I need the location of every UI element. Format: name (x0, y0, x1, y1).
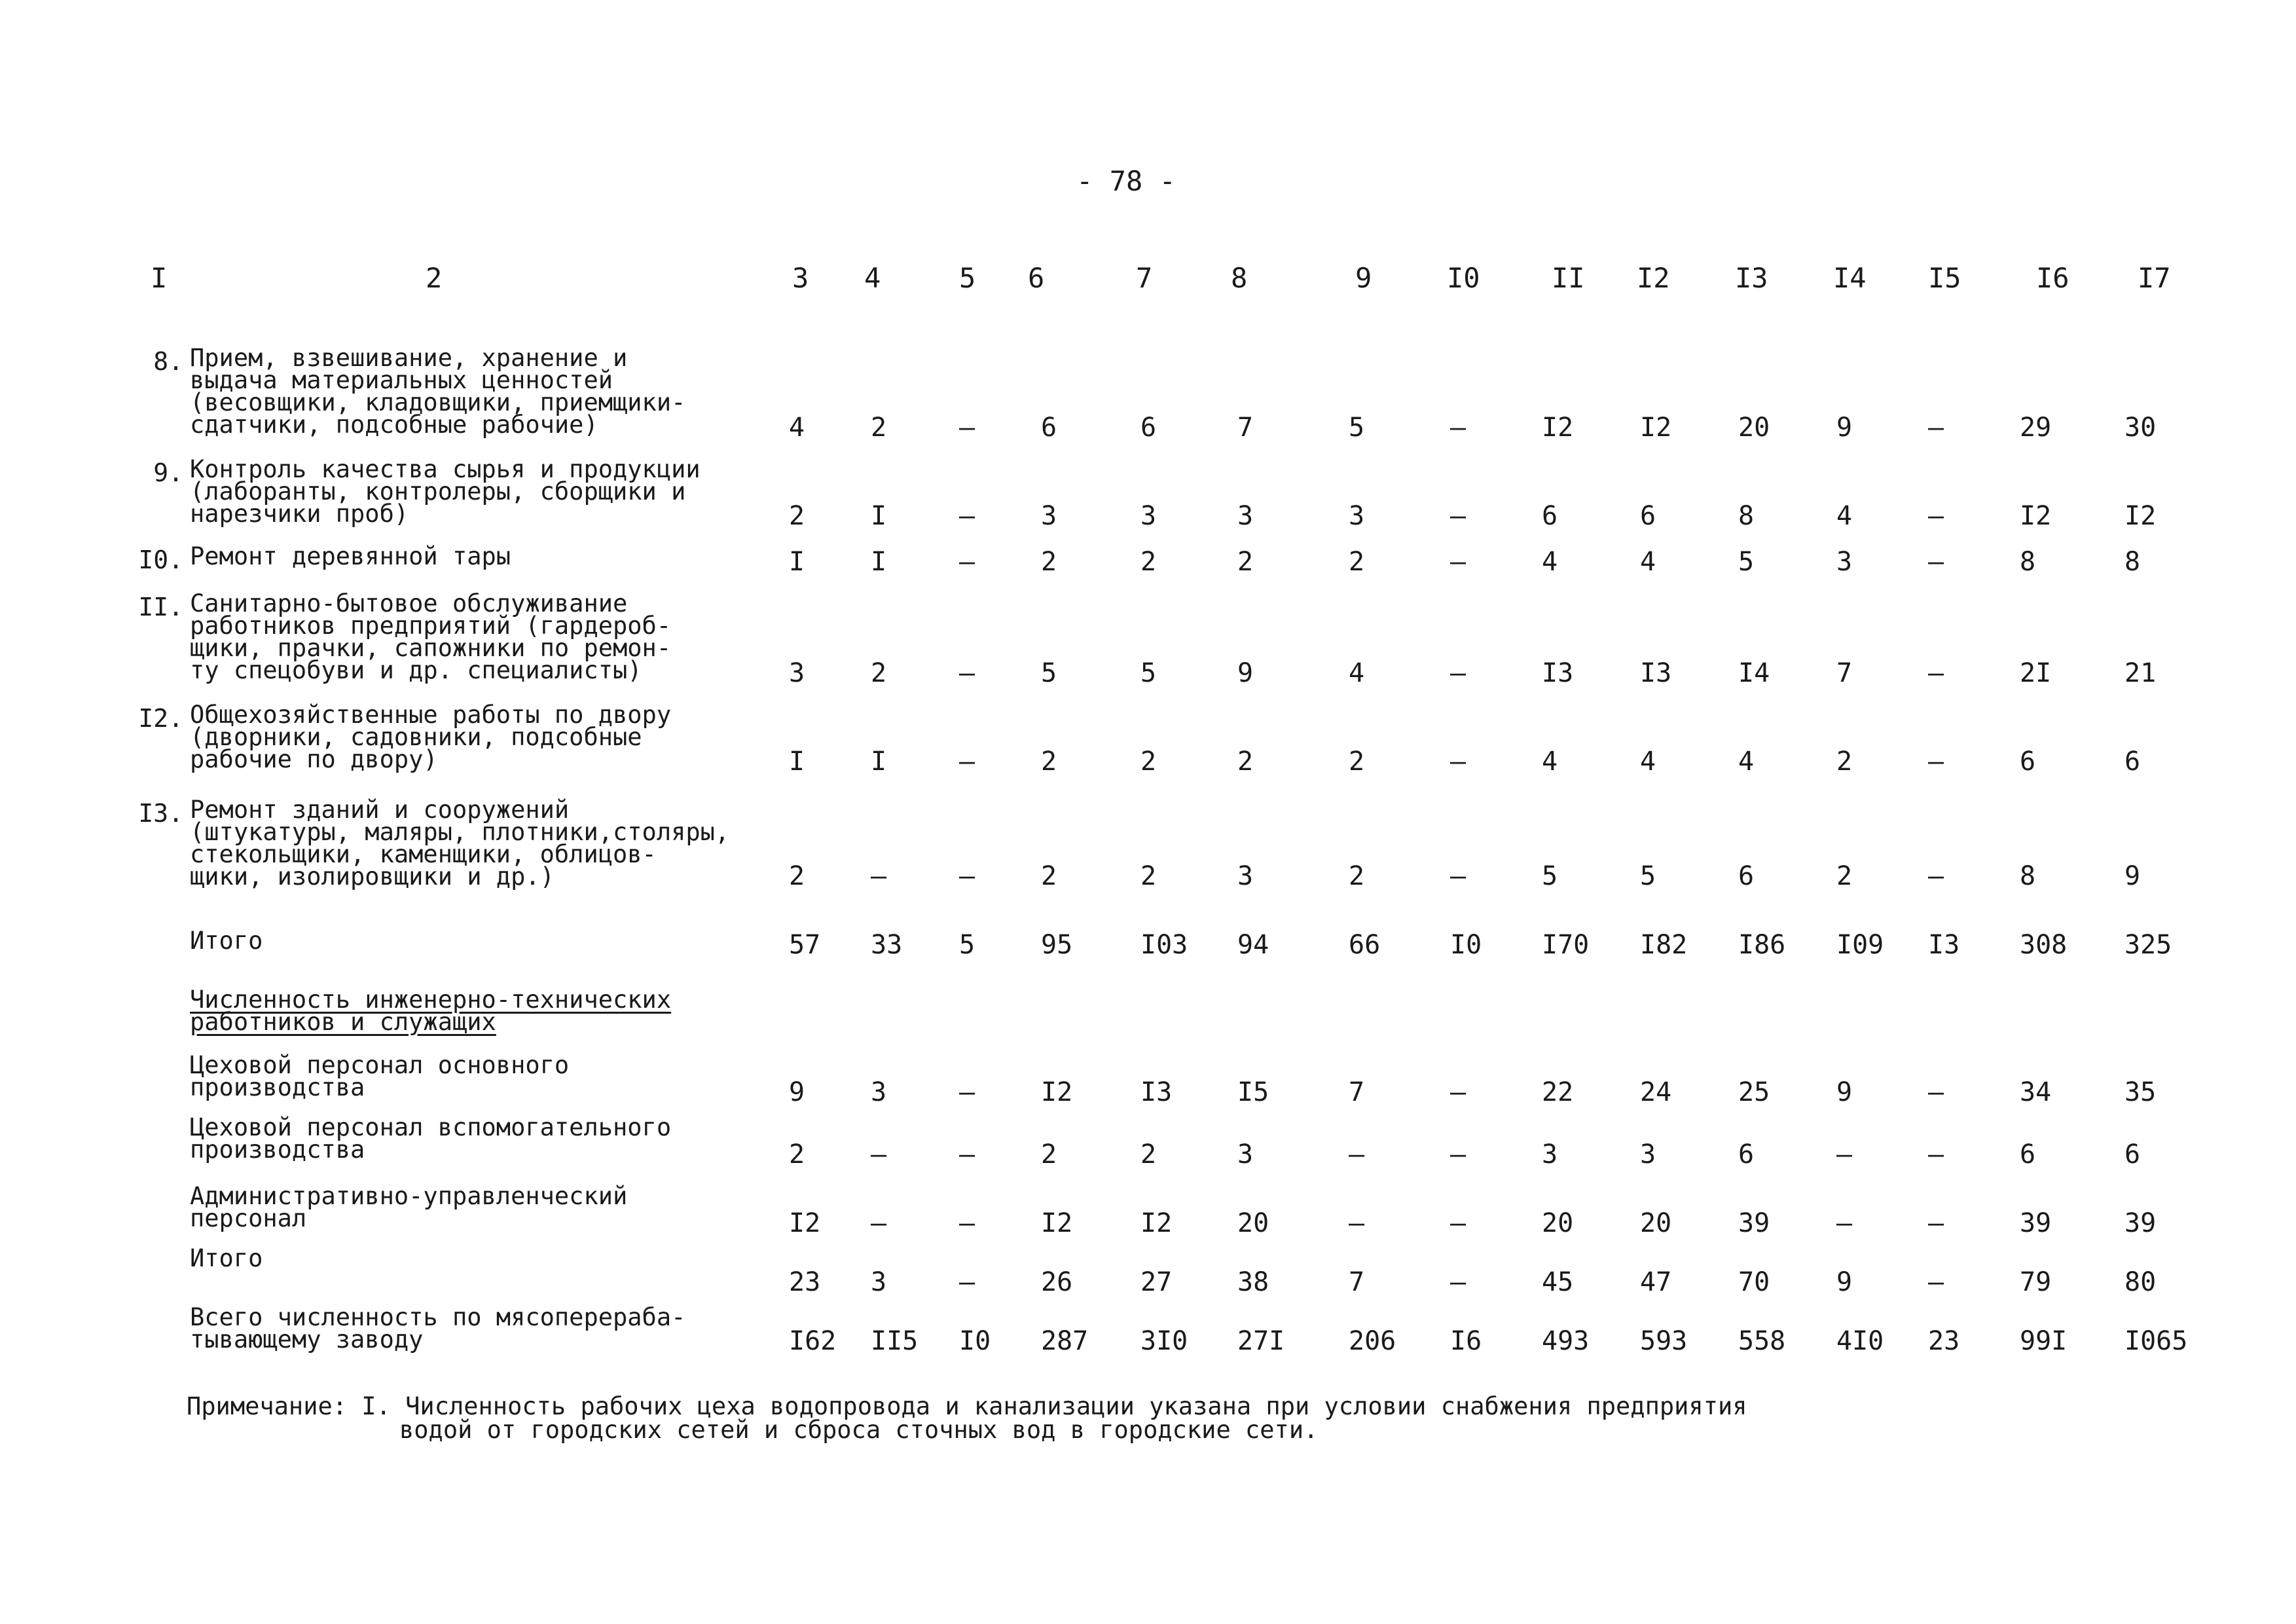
row-value: 2 (1349, 547, 1365, 577)
row-label: Ремонт деревянной тары (190, 542, 511, 570)
row-value: – (1450, 1267, 1467, 1297)
row-value: 2 (1140, 1139, 1157, 1170)
row-value: I2 (1640, 413, 1672, 443)
row-value: – (1928, 547, 1944, 577)
row-value: I2 (789, 1208, 821, 1238)
row-value: 20 (1237, 1208, 1269, 1238)
row-value: – (871, 861, 887, 891)
row-value: I2 (1542, 413, 1574, 443)
row-value: 2 (1237, 547, 1254, 577)
row-number: I0. (138, 545, 183, 574)
row-value: 45 (1542, 1267, 1574, 1297)
row-value: – (1450, 501, 1467, 531)
row-value: 5 (1041, 658, 1057, 688)
row-value: 3 (1140, 501, 1157, 531)
row-value: 6 (1738, 861, 1755, 891)
row-value: I0 (1450, 930, 1482, 960)
row-value: I62 (789, 1326, 837, 1356)
row-value: I (789, 747, 805, 777)
row-value: 9 (2124, 861, 2141, 891)
row-value: – (1928, 501, 1944, 531)
row-value: 6 (1542, 501, 1558, 531)
row-value: 4 (1542, 747, 1558, 777)
row-value: 2 (789, 501, 805, 531)
column-header: 5 (959, 262, 976, 294)
row-value: 593 (1640, 1326, 1688, 1356)
row-value: – (959, 547, 975, 577)
row-value: I2 (1140, 1208, 1173, 1238)
column-header: 2 (426, 262, 443, 294)
row-value: I09 (1836, 930, 1884, 960)
row-value: I3 (1140, 1077, 1173, 1107)
row-value: 34 (2020, 1077, 2052, 1107)
row-value: – (1450, 861, 1467, 891)
row-label: Итого (190, 1244, 263, 1272)
row-value: – (1836, 1208, 1853, 1238)
table-header (0, 262, 2296, 301)
row-value: 20 (1738, 413, 1770, 443)
row-value: – (1450, 1139, 1467, 1170)
row-value: 9 (789, 1077, 805, 1107)
row-value: 9 (1836, 1267, 1853, 1297)
row-value: – (1928, 861, 1944, 891)
row-value: – (959, 1139, 975, 1170)
row-value: 2 (1041, 547, 1057, 577)
row-value: 7 (1836, 658, 1853, 688)
row-value: – (1450, 658, 1467, 688)
row-value: 5 (1738, 547, 1755, 577)
row-value: 2 (1836, 747, 1853, 777)
row-value: 6 (2124, 1139, 2141, 1170)
row-value: 80 (2124, 1267, 2157, 1297)
row-value: 2 (1041, 861, 1057, 891)
row-value: – (959, 413, 975, 443)
row-value: 3 (1640, 1139, 1656, 1170)
row-value: I (871, 501, 887, 531)
row-value: 27I (1237, 1326, 1285, 1356)
row-value: – (1836, 1139, 1853, 1170)
column-header: I7 (2138, 262, 2171, 294)
row-value: 6 (1738, 1139, 1755, 1170)
row-value: 4 (1836, 501, 1853, 531)
row-value: 3 (871, 1267, 887, 1297)
row-value: 6 (2124, 747, 2141, 777)
row-number: 8. (153, 347, 183, 376)
row-value: I3 (1542, 658, 1574, 688)
column-header: I0 (1447, 262, 1480, 294)
row-value: 2 (1140, 861, 1157, 891)
row-label: Общехозяйственные работы по двору (дворники, садовники, подсобные рабочие по двору) (190, 701, 672, 773)
row-number: I3. (138, 799, 183, 828)
row-value: 558 (1738, 1326, 1786, 1356)
row-value: 47 (1640, 1267, 1672, 1297)
row-value: 6 (1640, 501, 1656, 531)
row-value: – (1450, 747, 1467, 777)
row-value: 21 (2124, 658, 2157, 688)
row-value: 9 (1237, 658, 1254, 688)
row-value: 70 (1738, 1267, 1770, 1297)
row-value: – (959, 861, 975, 891)
column-header: II (1552, 262, 1585, 294)
column-header: 9 (1355, 262, 1372, 294)
row-value: I (871, 747, 887, 777)
row-value: I0 (959, 1326, 991, 1356)
row-value: 2 (871, 413, 887, 443)
row-value: 3 (1237, 1139, 1254, 1170)
row-value: 5 (1140, 658, 1157, 688)
row-value: – (959, 747, 975, 777)
row-value: 38 (1237, 1267, 1269, 1297)
row-value: 2 (1041, 1139, 1057, 1170)
column-header: I2 (1637, 262, 1670, 294)
page-number: - 78 - (1076, 165, 1176, 197)
row-value: 7 (1237, 413, 1254, 443)
row-value: 99I (2020, 1326, 2068, 1356)
row-label: Санитарно-бытовое обслуживание работников предприятий (гардероб- щики, прачки, сапожники по ремон- ту спецобуви и др. специалисты) (190, 589, 672, 684)
footnote (187, 1392, 1758, 1444)
row-value: 9 (1836, 1077, 1853, 1107)
row-value: I03 (1140, 930, 1188, 960)
row-value: – (1450, 547, 1467, 577)
row-value: 30 (2124, 413, 2157, 443)
row-value: 3 (1237, 501, 1254, 531)
row-value: 8 (1738, 501, 1755, 531)
row-value: I4 (1738, 658, 1770, 688)
row-value: 3 (789, 658, 805, 688)
row-value: – (1928, 1208, 1944, 1238)
row-value: 95 (1041, 930, 1073, 960)
column-header: I6 (2036, 262, 2069, 294)
row-value: I5 (1237, 1077, 1269, 1107)
row-value: II5 (871, 1326, 919, 1356)
row-value: – (1349, 1139, 1365, 1170)
row-value: – (1928, 413, 1944, 443)
row-value: 39 (2124, 1208, 2157, 1238)
row-value: 25 (1738, 1077, 1770, 1107)
row-label: Цеховой персонал основного производства (190, 1051, 570, 1101)
row-value: 5 (959, 930, 975, 960)
row-value: I82 (1640, 930, 1688, 960)
row-value: 5 (1640, 861, 1656, 891)
row-value: 4 (1738, 747, 1755, 777)
row-value: 7 (1349, 1267, 1365, 1297)
row-value: I86 (1738, 930, 1786, 960)
row-value: 4 (789, 413, 805, 443)
column-header: I3 (1735, 262, 1768, 294)
row-value: – (1928, 1077, 1944, 1107)
column-header: I4 (1833, 262, 1867, 294)
row-value: I6 (1450, 1326, 1482, 1356)
row-label: Итого (190, 927, 263, 955)
row-value: 27 (1140, 1267, 1173, 1297)
row-label: Прием, взвешивание, хранение и выдача материальных ценностей (весовщики, кладовщики, приемщики- сдатчики, подсобные рабочие) (190, 344, 686, 439)
row-value: 5 (1542, 861, 1558, 891)
row-value: – (1450, 1077, 1467, 1107)
row-label: Всего численность по мясоперераба- тывающему заводу (190, 1303, 686, 1354)
row-label: Ремонт зданий и сооружений (штукатуры, маляры, плотники,столяры, стекольщики, каменщики, облицов- щики, изолировщики и др.) (190, 796, 730, 891)
row-value: 3 (871, 1077, 887, 1107)
row-value: I2 (1041, 1077, 1073, 1107)
row-value: 2 (1349, 861, 1365, 891)
row-value: 6 (2020, 747, 2036, 777)
row-label: Численность инженерно-технических работников и служащих (190, 986, 672, 1036)
row-value: – (871, 1139, 887, 1170)
row-value: 8 (2020, 547, 2036, 577)
row-value: – (959, 1267, 975, 1297)
row-value: – (959, 1077, 975, 1107)
row-value: 3 (1041, 501, 1057, 531)
row-value: 4 (1640, 547, 1656, 577)
row-value: 2 (871, 658, 887, 688)
column-header: 8 (1231, 262, 1248, 294)
row-value: – (959, 1208, 975, 1238)
column-header: 4 (864, 262, 881, 294)
row-value: 4 (1542, 547, 1558, 577)
footnote-line-2: водой от городских сетей и сброса сточных вод в городские сети. (399, 1416, 1319, 1444)
row-value: 20 (1542, 1208, 1574, 1238)
row-value: 3I0 (1140, 1326, 1188, 1356)
row-value: I3 (1640, 658, 1672, 688)
row-value: 493 (1542, 1326, 1590, 1356)
row-value: I (789, 547, 805, 577)
row-value: 206 (1349, 1326, 1396, 1356)
row-value: – (871, 1208, 887, 1238)
row-value: 2 (1140, 547, 1157, 577)
row-value: 4 (1349, 658, 1365, 688)
column-header: 3 (792, 262, 809, 294)
row-value: – (959, 501, 975, 531)
row-value: – (1928, 1267, 1944, 1297)
row-value: 24 (1640, 1077, 1672, 1107)
row-value: 2I (2020, 658, 2052, 688)
row-value: 20 (1640, 1208, 1672, 1238)
row-value: I (871, 547, 887, 577)
row-value: – (1928, 747, 1944, 777)
row-value: – (1450, 1208, 1467, 1238)
row-label: Административно-управленческий персонал (190, 1182, 628, 1232)
row-value: 66 (1349, 930, 1381, 960)
row-value: – (1928, 658, 1944, 688)
row-value: 57 (789, 930, 821, 960)
row-value: 2 (1041, 747, 1057, 777)
row-value: – (1450, 413, 1467, 443)
row-value: I2 (2020, 501, 2052, 531)
row-value: 94 (1237, 930, 1269, 960)
row-value: 2 (1836, 861, 1853, 891)
row-value: 5 (1349, 413, 1365, 443)
column-header: 6 (1028, 262, 1045, 294)
row-value: 4I0 (1836, 1326, 1884, 1356)
column-header: 7 (1136, 262, 1153, 294)
row-value: I3 (1928, 930, 1960, 960)
row-value: 3 (1349, 501, 1365, 531)
footnote-line-1: Примечание: I. Численность рабочих цеха водопровода и канализации указана при условии снабжения предприятия (187, 1392, 1747, 1420)
row-number: I2. (138, 704, 183, 733)
row-value: 8 (2124, 547, 2141, 577)
row-value: 39 (2020, 1208, 2052, 1238)
row-value: 79 (2020, 1267, 2052, 1297)
row-value: 3 (1237, 861, 1254, 891)
column-header: I (151, 262, 168, 294)
row-number: II. (138, 593, 183, 621)
row-value: 9 (1836, 413, 1853, 443)
row-value: I065 (2124, 1326, 2188, 1356)
row-value: 39 (1738, 1208, 1770, 1238)
row-value: 2 (789, 861, 805, 891)
row-value: 3 (1836, 547, 1853, 577)
row-value: 6 (2020, 1139, 2036, 1170)
row-value: 325 (2124, 930, 2172, 960)
row-value: 2 (1237, 747, 1254, 777)
row-value: 2 (1349, 747, 1365, 777)
row-value: 22 (1542, 1077, 1574, 1107)
row-value: 6 (1041, 413, 1057, 443)
row-value: 308 (2020, 930, 2068, 960)
row-value: 35 (2124, 1077, 2157, 1107)
row-value: – (959, 658, 975, 688)
row-value: – (1349, 1208, 1365, 1238)
row-value: 23 (1928, 1326, 1960, 1356)
row-value: 7 (1349, 1077, 1365, 1107)
row-label: Цеховой персонал вспомогательного производства (190, 1113, 672, 1164)
row-value: 26 (1041, 1267, 1073, 1297)
row-value: 2 (1140, 747, 1157, 777)
row-value: 23 (789, 1267, 821, 1297)
row-value: I2 (2124, 501, 2157, 531)
row-value: 8 (2020, 861, 2036, 891)
row-value: I70 (1542, 930, 1590, 960)
row-value: – (1928, 1139, 1944, 1170)
column-header: I5 (1928, 262, 1961, 294)
row-value: 2 (789, 1139, 805, 1170)
row-value: I2 (1041, 1208, 1073, 1238)
row-value: 3 (1542, 1139, 1558, 1170)
row-label: Контроль качества сырья и продукции (лаборанты, контролеры, сборщики и нарезчики проб) (190, 455, 701, 528)
row-number: 9. (153, 458, 183, 487)
row-value: 29 (2020, 413, 2052, 443)
row-value: 6 (1140, 413, 1157, 443)
row-value: 287 (1041, 1326, 1089, 1356)
row-value: 4 (1640, 747, 1656, 777)
row-value: 33 (871, 930, 903, 960)
